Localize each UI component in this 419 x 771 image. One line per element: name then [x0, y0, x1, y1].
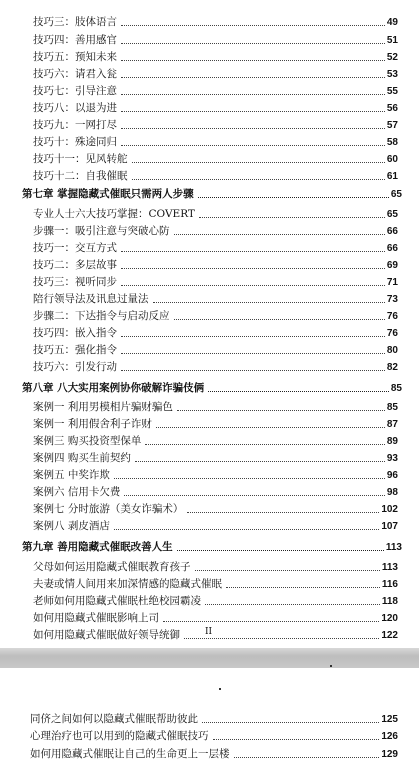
toc-entry-page: 98	[386, 487, 398, 498]
toc-entry	[33, 327, 398, 340]
toc-page-two	[0, 668, 419, 771]
toc-entry	[33, 612, 398, 625]
toc-entry-page: 49	[386, 17, 398, 28]
toc-entry-title: 老师如何用隐藏式催眠杜绝校园霸凌	[33, 595, 201, 607]
toc-entry-title: 技巧二：多层故事	[33, 259, 117, 271]
toc-entry	[30, 730, 398, 743]
dot-leader	[205, 604, 380, 605]
toc-entry-title: 技巧三：肢体语言	[33, 16, 117, 28]
toc-entry	[33, 469, 398, 482]
toc-entry-page: 66	[386, 243, 398, 254]
dot-leader	[121, 60, 385, 61]
toc-entry-title: 同侪之间如何以隐藏式催眠帮助彼此	[30, 713, 198, 725]
dot-leader	[174, 319, 385, 320]
page-separator	[0, 648, 419, 668]
toc-entry-page: 122	[381, 630, 398, 641]
toc-entry-page: 87	[386, 419, 398, 430]
toc-entry-title: 第九章 善用隐藏式催眠改善人生	[22, 541, 173, 553]
toc-entry-title: 夫妻或情人间用来加深情感的隐藏式催眠	[33, 578, 222, 590]
toc-entry-page: 53	[386, 69, 398, 80]
toc-entry-title: 案例一 利用假舍利子诈财	[33, 418, 152, 430]
dot-leader	[163, 621, 379, 622]
toc-entry-title: 技巧十一：见风转舵	[33, 153, 128, 165]
toc-entry	[33, 578, 398, 591]
dot-leader	[114, 478, 385, 479]
toc-entry-page: 55	[386, 86, 398, 97]
toc-entry-title: 心理治疗也可以用到的隐藏式催眠技巧	[30, 730, 209, 742]
dot-leader	[145, 444, 385, 445]
toc-entry-title: 技巧五：强化指令	[33, 344, 117, 356]
toc-entry	[33, 34, 398, 47]
toc-entry-page: 65	[386, 209, 398, 220]
toc-entry	[33, 486, 398, 499]
toc-entry-title: 陪行领导法及讯息过量法	[33, 293, 149, 305]
toc-entry-title: 如何用隐藏式催眠做好领导统御	[33, 629, 180, 641]
toc-entry-title: 技巧四：嵌入指令	[33, 327, 117, 339]
toc-entry-title: 步骤一：吸引注意与突破心防	[33, 225, 170, 237]
toc-entry-page: 73	[386, 294, 398, 305]
toc-entry	[33, 310, 398, 323]
toc-entry-page: 66	[386, 226, 398, 237]
toc-entry-title: 如何用隐藏式催眠影响上司	[33, 612, 159, 624]
toc-chapter-heading	[22, 188, 402, 201]
toc-entry-title: 案例五 中奖诈欺	[33, 469, 110, 481]
toc-entry-title: 案例四 购买生前契约	[33, 452, 131, 464]
dot-leader	[121, 285, 385, 286]
toc-entry-page: 61	[386, 171, 398, 182]
dot-leader	[121, 94, 385, 95]
toc-entry-title: 父母如何运用隐藏式催眠教育孩子	[33, 561, 191, 573]
toc-entry-title: 专业人士六大技巧掌握：COVERT	[33, 208, 195, 220]
toc-entry	[33, 208, 398, 221]
toc-entry-page: 51	[386, 35, 398, 46]
toc-entry-page: 76	[386, 311, 398, 322]
dot-leader	[153, 302, 385, 303]
toc-entry	[33, 242, 398, 255]
toc-entry-page: 85	[386, 402, 398, 413]
toc-entry	[33, 561, 398, 574]
toc-entry-title: 第七章 掌握隐藏式催眠只需两人步骤	[22, 188, 194, 200]
toc-entry-page: 65	[390, 189, 402, 200]
toc-entry	[33, 276, 398, 289]
toc-entry-page: 69	[386, 260, 398, 271]
toc-entry-title: 技巧六：请君入瓮	[33, 68, 117, 80]
toc-entry	[33, 119, 398, 132]
toc-entry	[33, 344, 398, 357]
toc-entry	[33, 418, 398, 431]
dot-leader	[121, 77, 385, 78]
dot-leader	[132, 179, 385, 180]
toc-entry-page: 89	[386, 436, 398, 447]
page-number: II	[205, 627, 213, 637]
dot-leader	[213, 739, 380, 740]
toc-entry-title: 技巧六：引发行动	[33, 361, 117, 373]
toc-entry	[33, 259, 398, 272]
toc-entry-page: 52	[386, 52, 398, 63]
dot-leader	[199, 217, 385, 218]
toc-entry	[33, 170, 398, 183]
toc-entry-page: 96	[386, 470, 398, 481]
toc-entry	[33, 153, 398, 166]
dot-leader	[202, 722, 379, 723]
toc-entry	[33, 401, 398, 414]
toc-entry	[33, 68, 398, 81]
toc-entry	[33, 225, 398, 238]
toc-entry-title: 步骤二：下达指令与启动反应	[33, 310, 170, 322]
toc-entry	[33, 85, 398, 98]
dot-leader	[195, 570, 380, 571]
toc-entry-title: 技巧五：预知未来	[33, 51, 117, 63]
dot-leader	[121, 25, 385, 26]
toc-entry-title: 技巧八：以退为进	[33, 102, 117, 114]
toc-entry	[33, 629, 398, 642]
toc-entry	[33, 452, 398, 465]
toc-entry-title: 案例一 利用男模相片骗财骗色	[33, 401, 173, 413]
dot-leader	[177, 410, 385, 411]
toc-entry-page: 118	[381, 596, 398, 607]
dot-leader	[226, 587, 380, 588]
dot-leader	[135, 461, 385, 462]
toc-entry-page: 76	[386, 328, 398, 339]
dot-leader	[121, 353, 385, 354]
toc-entry-page: 56	[386, 103, 398, 114]
toc-entry-page: 113	[385, 542, 402, 553]
dot-leader	[121, 145, 385, 146]
toc-entry-page: 120	[381, 613, 398, 624]
toc-entry-title: 第八章 八大实用案例协你破解诈骗伎俩	[22, 382, 205, 394]
toc-entry	[33, 102, 398, 115]
toc-entry-page: 125	[381, 714, 398, 725]
dot-leader	[121, 43, 385, 44]
dot-leader	[121, 111, 385, 112]
toc-entry-page: 82	[386, 362, 398, 373]
toc-entry-page: 57	[386, 120, 398, 131]
toc-entry	[33, 16, 398, 29]
toc-entry-page: 60	[386, 154, 398, 165]
dot-leader	[174, 234, 385, 235]
toc-entry	[33, 595, 398, 608]
toc-entry-title: 案例三 购买投资型保单	[33, 435, 142, 447]
dot-leader	[121, 336, 385, 337]
dot-leader	[184, 638, 379, 639]
toc-chapter-heading	[22, 541, 402, 554]
toc-entry	[33, 136, 398, 149]
dot-leader	[124, 495, 385, 496]
scan-speck	[219, 688, 221, 690]
toc-entry	[33, 503, 398, 516]
toc-entry-title: 技巧十二：自我催眠	[33, 170, 128, 182]
dot-leader	[121, 268, 385, 269]
toc-entry-title: 案例六 信用卡欠费	[33, 486, 121, 498]
toc-entry-page: 58	[386, 137, 398, 148]
toc-entry	[33, 435, 398, 448]
toc-entry-page: 102	[381, 504, 398, 515]
dot-leader	[177, 550, 384, 551]
toc-entry-page: 93	[386, 453, 398, 464]
toc-entry	[33, 520, 398, 533]
toc-entry-page: 116	[381, 579, 398, 590]
toc-entry-title: 技巧四：善用感官	[33, 34, 117, 46]
toc-entry-title: 技巧九：一网打尽	[33, 119, 117, 131]
dot-leader	[132, 162, 385, 163]
toc-entry-title: 技巧一：交互方式	[33, 242, 117, 254]
toc-entry-title: 技巧十：殊途同归	[33, 136, 117, 148]
dot-leader	[156, 427, 385, 428]
dot-leader	[208, 391, 389, 392]
dot-leader	[121, 370, 385, 371]
toc-entry-title: 技巧三：视听同步	[33, 276, 117, 288]
toc-entry-page: 71	[386, 277, 398, 288]
toc-entry-page: 126	[381, 731, 398, 742]
toc-entry	[30, 713, 398, 726]
dot-leader	[121, 128, 385, 129]
toc-entry-page: 129	[381, 749, 398, 760]
toc-entry-page: 85	[390, 383, 402, 394]
scan-speck	[330, 665, 332, 667]
toc-entry	[30, 748, 398, 761]
toc-entry	[33, 361, 398, 374]
toc-entry	[33, 293, 398, 306]
toc-entry-title: 如何用隐藏式催眠让自己的生命更上一层楼	[30, 748, 230, 760]
toc-chapter-heading	[22, 382, 402, 395]
toc-entry	[33, 51, 398, 64]
dot-leader	[187, 512, 379, 513]
dot-leader	[198, 197, 389, 198]
toc-entry-page: 107	[381, 521, 398, 532]
toc-entry-title: 技巧七：引导注意	[33, 85, 117, 97]
toc-entry-title: 案例八 剥皮酒店	[33, 520, 110, 532]
dot-leader	[114, 529, 379, 530]
dot-leader	[234, 757, 380, 758]
dot-leader	[121, 251, 385, 252]
toc-entry-page: 113	[381, 562, 398, 573]
toc-entry-page: 80	[386, 345, 398, 356]
toc-entry-title: 案例七 分时旅游（美女诈骗术）	[33, 503, 184, 515]
